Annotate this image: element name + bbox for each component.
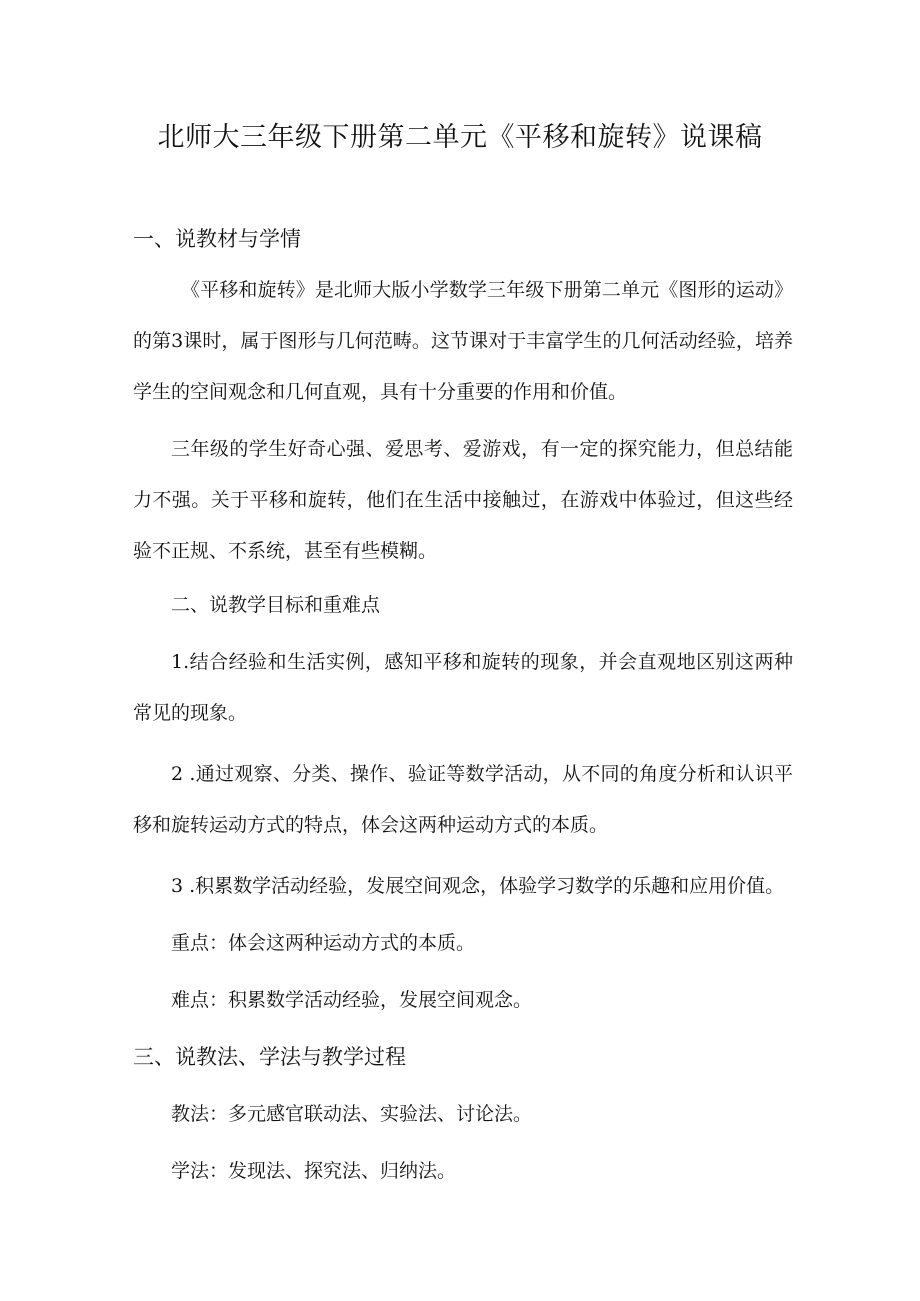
goal-item-3: 3 .积累数学活动经验，发展空间观念，体验学习数学的乐趣和应用价值。 xyxy=(171,875,785,897)
section-3-heading: 三、说教法、学法与教学过程 xyxy=(133,1045,406,1069)
section-2-heading: 二、说教学目标和重难点 xyxy=(171,594,381,616)
difficulty-point: 难点：积累数学活动经验，发展空间观念。 xyxy=(171,989,533,1011)
key-point: 重点：体会这两种运动方式的本质。 xyxy=(171,932,476,954)
document-title: 北师大三年级下册第二单元《平移和旋转》说课稿 xyxy=(157,122,763,153)
section-1-paragraph-1: 《平移和旋转》是北师大版小学数学三年级下册第二单元《图形的运动》的第3课时，属于图形与几何范畴。这节课对于丰富学生的几何活动经验，培养学生的空间观念和几何直观，具有十分重要的作用和价值。 xyxy=(133,279,793,403)
goal-item-1: 1.结合经验和生活实例，感知平移和旋转的现象，并会直观地区别这两种常见的现象。 xyxy=(133,651,793,724)
section-1-heading: 一、说教材与学情 xyxy=(133,227,301,251)
goal-item-2: 2 .通过观察、分类、操作、验证等数学活动，从不同的角度分析和认识平移和旋转运动方式的特点，体会这两种运动方式的本质。 xyxy=(133,763,793,836)
section-1-paragraph-2: 三年级的学生好奇心强、爱思考、爱游戏，有一定的探究能力，但总结能力不强。关于平移和旋转，他们在生活中接触过，在游戏中体验过，但这些经验不正规、不系统，甚至有些模糊。 xyxy=(133,438,793,562)
learning-methods: 学法：发现法、探究法、归纳法。 xyxy=(171,1160,457,1182)
teaching-methods: 教法：多元感官联动法、实验法、讨论法。 xyxy=(171,1103,533,1125)
document-body xyxy=(133,214,793,1197)
